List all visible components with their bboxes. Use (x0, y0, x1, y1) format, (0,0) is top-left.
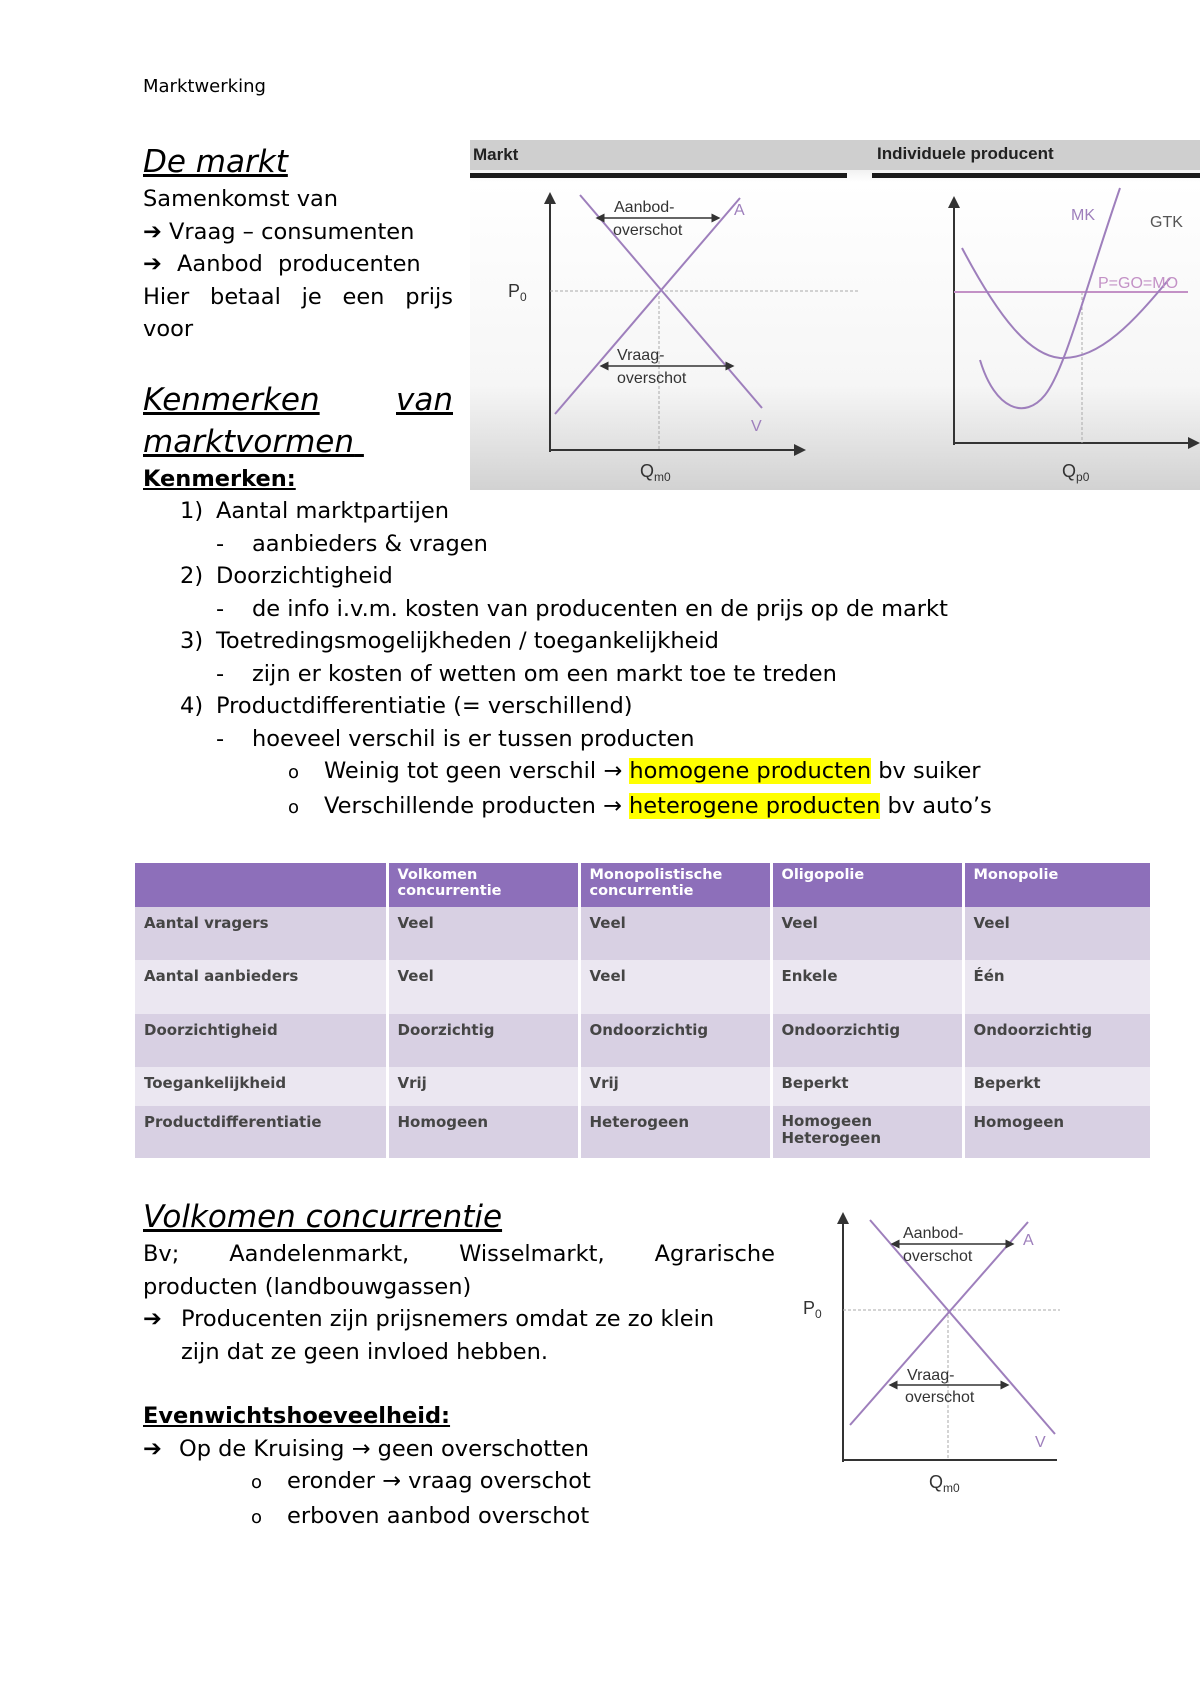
table-cell: Veel (579, 960, 771, 1014)
section-title-volkomen: Volkomen concurrentie (143, 1199, 503, 1235)
intro-line: Samenkomst van (143, 186, 339, 212)
bullet-item: o Verschillende producten → heterogene producten bv auto’s (180, 790, 1080, 825)
table-cell: Vrij (579, 1067, 771, 1106)
arrow-item: ➔ Producenten zijn prijsnemers omdat ze zo klein zijn dat ze geen invloed hebben. (143, 1303, 775, 1368)
section-title-de-markt: De markt (143, 144, 288, 180)
list-subitem: - aanbieders & vragen (216, 530, 488, 557)
circle-bullet-icon: o (251, 1506, 263, 1528)
table-row (135, 960, 1150, 1014)
subhead-kenmerken: Kenmerken: (143, 466, 296, 492)
label-vraag: Vraag- (907, 1367, 955, 1384)
list-subitem: - zijn er kosten of wetten om een markt toe te treden (216, 660, 837, 687)
diagram-title-left: Markt (473, 145, 519, 164)
table-cell: Heterogeen (579, 1106, 771, 1158)
table-header-cell: Monopolie (963, 863, 1150, 907)
label-overschot: overschot (617, 370, 687, 387)
list-subitem: - de info i.v.m. kosten van producenten en de prijs op de markt (216, 595, 948, 622)
axis-label-qm0: $Q_{m0}$ (640, 461, 671, 484)
axis-label-p0: $P_0$ (508, 281, 527, 304)
table-cell: Beperkt (963, 1067, 1150, 1106)
arrow-item: ➔ Aanbod producenten (143, 251, 421, 277)
table-cell: Beperkt (771, 1067, 963, 1106)
table-row (135, 1067, 1150, 1106)
list-item: 3) Toetredingsmogelijkheden / toegankelijkheid (180, 628, 719, 654)
arrow-right-icon: ➔ (143, 1435, 162, 1462)
table-cell: Enkele (771, 960, 963, 1014)
circle-bullet-icon: o (288, 796, 300, 818)
table-cell: Één (963, 960, 1150, 1014)
table-cell: Homogeen (387, 1106, 579, 1158)
arrow-item: ➔ Op de Kruising → geen overschotten (143, 1433, 843, 1466)
body-paragraph: Hier betaal je een prijs voor (143, 283, 453, 342)
axis-label-p0: $P_0$ (803, 1298, 822, 1321)
table-row (135, 1106, 1150, 1158)
list-item: 2) Doorzichtigheid (180, 563, 393, 589)
row-label: Productdifferentiatie (135, 1106, 387, 1158)
table-cell: Ondoorzichtig (579, 1014, 771, 1067)
arrow-right-icon: ➔ (143, 1306, 162, 1332)
section-text (143, 183, 453, 346)
market-forms-table (135, 863, 1150, 1158)
diagram-background (470, 140, 1200, 490)
title-underline (872, 173, 1200, 178)
table-cell: Veel (771, 907, 963, 960)
label-aanbod: Aanbod- (903, 1225, 964, 1242)
circle-bullet-icon: o (288, 762, 300, 783)
row-label: Doorzichtigheid (135, 1014, 387, 1067)
table-cell: Homogeen (963, 1106, 1150, 1158)
table-cell: Ondoorzichtig (771, 1014, 963, 1067)
table-header-cell: Volkomen concurrentie (387, 863, 579, 907)
table-header-cell (135, 863, 387, 907)
body-line: producten (landbouwgassen) (143, 1273, 472, 1300)
arrow-right-icon: ➔ (143, 218, 162, 245)
table-header-cell: Oligopolie (771, 863, 963, 907)
label-aanbod: Aanbod- (614, 199, 675, 216)
label-overschot: overschot (613, 222, 683, 239)
arrow-right-icon: ➔ (143, 251, 162, 277)
label-overschot: overschot (905, 1389, 975, 1406)
curve-label-a: A (1023, 1232, 1034, 1249)
title-underline (470, 173, 847, 178)
label-vraag: Vraag- (617, 347, 665, 364)
axis-label-qp0: $Q_{p0}$ (1062, 461, 1090, 484)
section-de-markt (143, 141, 453, 346)
row-label: Toegankelijkheid (135, 1067, 387, 1106)
diagram-title-right: Individuele producent (877, 144, 1054, 163)
curve-label-a: A (734, 202, 745, 219)
table-row (135, 1014, 1150, 1067)
subhead-evenwicht: Evenwichtshoeveelheid: (143, 1403, 451, 1429)
axis-label-qm0: $Q_{m0}$ (929, 1472, 960, 1495)
circle-bullet-icon: o (251, 1472, 263, 1493)
list-subitem: - hoeveel verschil is er tussen producten (216, 725, 695, 752)
table-header-row (135, 863, 1150, 907)
table-cell: Doorzichtig (387, 1014, 579, 1067)
table-cell: Veel (963, 907, 1150, 960)
table-cell: Ondoorzichtig (963, 1014, 1150, 1067)
table-cell: Veel (579, 907, 771, 960)
row-label: Aantal vragers (135, 907, 387, 960)
section-volkomen (143, 1196, 775, 1368)
page-header: Marktwerking (143, 76, 266, 97)
table-cell: Veel (387, 907, 579, 960)
table-cell: Veel (387, 960, 579, 1014)
table-cell: Homogeen Heterogeen (771, 1106, 963, 1158)
bullet-item: o Weinig tot geen verschil → homogene producten bv suiker (180, 755, 1080, 790)
table-cell: Vrij (387, 1067, 579, 1106)
label-overschot: overschot (903, 1248, 973, 1265)
curve-label-v: V (751, 418, 762, 435)
body-line: Bv; Aandelenmarkt, Wisselmarkt, Agrarische (143, 1241, 775, 1267)
label-price: P=GO=MO (1098, 275, 1179, 292)
title-word: Kenmerken (143, 382, 320, 418)
title-word: marktvormen (143, 424, 355, 460)
curve-label-v: V (1035, 1434, 1046, 1451)
label-gtk: GTK (1150, 214, 1183, 231)
kenmerken-list (180, 495, 1080, 824)
table-header-cell: Monopolistische concurrentie (579, 863, 771, 907)
equilibrium-diagram (795, 1210, 1065, 1495)
row-label: Aantal aanbieders (135, 960, 387, 1014)
label-mk: MK (1071, 207, 1095, 224)
arrow-item: ➔ Vraag – consumenten (143, 218, 415, 245)
section-kenmerken-title (143, 379, 453, 463)
list-item: 4) Productdifferentiatie (= verschillend) (180, 693, 633, 719)
bullet-item: o erboven aanbod overschot (143, 1500, 843, 1535)
highlight: heterogene producten (629, 792, 881, 819)
list-item: 1) Aantal marktpartijen (180, 498, 450, 524)
title-word: van (396, 382, 453, 418)
bullet-item: o eronder → vraag overschot (143, 1465, 843, 1500)
table-row (135, 907, 1150, 960)
market-diagram (470, 140, 1200, 490)
highlight: homogene producten (629, 758, 872, 784)
section-evenwicht (143, 1400, 843, 1534)
